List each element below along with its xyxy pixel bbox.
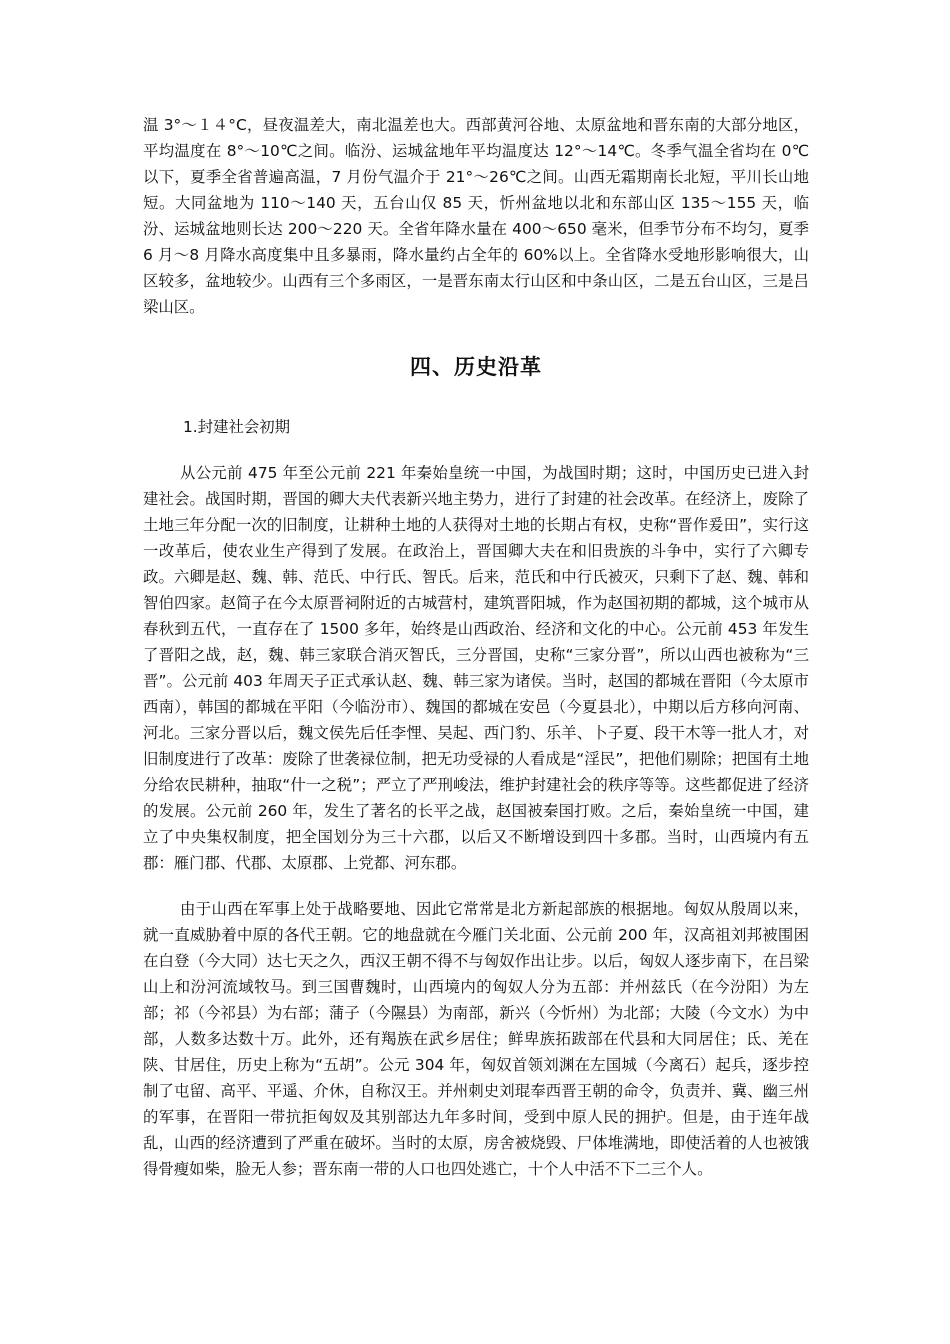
document-page xyxy=(143,112,809,1182)
section-title: 四、历史沿革 xyxy=(410,355,542,379)
feudal-paragraph-2: 由于山西在军事上处于战略要地、因此它常常是北方新起部族的根据地。匈奴从殷周以来，就一直威胁着中原的各代王朝。它的地盘就在今雁门关北面、公元前 200 年，汉高祖刘邦被围困在白登（今大同）达七天之久，西汉王朝不得不与匈奴作出让步。以后，匈奴人逐步南下，在吕梁山上和汾河流域牧马。到三国曹魏时，山西境内的匈奴人分为五部：并州兹氏（在今汾阳）为左部；祁（今祁县）为右部；蒲子（今隰县）为南部，新兴（今忻州）为北部；大陵（今文水）为中部，人数多达数十万。此外，还有羯族在武乡居住；鲜卑族拓跋部在代县和大同居住；氐、羌在陕、甘居住，历史上称为“五胡”。公元 304 年，匈奴首领刘渊在左国城（今离石）起兵，逐步控制了屯留、高平、平遥、介休，自称汉王。并州刺史刘琨奉西晋王朝的命令，负责并、冀、幽三州的军事，在晋阳一带抗拒匈奴及其别部达九年多时间，受到中原人民的拥护。但是，由于连年战乱，山西的经济遭到了严重在破坏。当时的太原，房舍被烧毁、尸体堆满地，即使活着的人也被饿得骨瘦如柴，脸无人参；晋东南一带的人口也四处逃亡，十个人中活不下二三个人。 xyxy=(143,900,809,1178)
feudal-paragraph-1: 从公元前 475 年至公元前 221 年秦始皇统一中国，为战国时期；这时，中国历史已进入封建社会。战国时期，晋国的卿大夫代表新兴地主势力，进行了封建的社会改革。在经济上，废除了土地三年分配一次的旧制度，让耕种土地的人获得对土地的长期占有权，史称“晋作爰田”，实行这一改革后，使农业生产得到了发展。在政治上，晋国卿大夫在和旧贵族的斗争中，实行了六卿专政。六卿是赵、魏、韩、范氏、中行氏、智氏。后来，范氏和中行氏被灭，只剩下了赵、魏、韩和智伯四家。赵简子在今太原晋祠附近的古城营村，建筑晋阳城，作为赵国初期的都城，这个城市从春秋到五代，一直存在了 1500 多年，始终是山西政治、经济和文化的中心。公元前 453 年发生了晋阳之战，赵，魏、韩三家联合消灭智氏，三分晋国，史称“三家分晋”，所以山西也被称为“三晋”。公元前 403 年周天子正式承认赵、魏、韩三家为诸侯。当时，赵国的都城在晋阳（今太原市西南），韩国的都城在平阳（今临汾市）、魏国的都城在安邑（今夏县北），中期以后方移向河南、河北。三家分晋以后，魏文侯先后任李悝、吴起、西门豹、乐羊、卜子夏、段干木等一批人才，对旧制度进行了改革：废除了世袭禄位制，把无功受禄的人看成是“淫民”，把他们剔除；把国有土地分给农民耕种，抽取“什一之税”；严立了严刑峻法，维护封建社会的秩序等等。这些都促进了经济的发展。公元前 260 年，发生了著名的长平之战，赵国被秦国打败。之后，秦始皇统一中国，建立了中央集权制度，把全国划分为三十六郡，以后又不断增设到四十多郡。当时，山西境内有五郡：雁门郡、代郡、太原郡、上党都、河东郡。 xyxy=(143,464,809,872)
section-subtitle: 1.封建社会初期 xyxy=(183,418,291,436)
climate-paragraph: 温 3°～１４°C，昼夜温差大，南北温差也大。西部黄河谷地、太原盆地和晋东南的大部分地区，平均温度在 8°～10℃之间。临汾、运城盆地年平均温度达 12°～14℃。冬季气温全省均在 0℃以下，夏季全省普遍高温，7 月份气温介于 21°～26℃之间。山西无霜期南长北短，平川长山地短。大同盆地为 110～140 天，五台山仅 85 天，忻州盆地以北和东部山区 135～155 天，临汾、运城盆地则长达 200～220 天。全省年降水量在 400～650 毫米，但季节分布不均匀，夏季 6 月～8 月降水高度集中且多暴雨，降水量约占全年的 60%以上。全省降水受地形影响很大，山区较多，盆地较少。山西有三个多雨区，一是晋东南太行山区和中条山区，二是五台山区，三是吕梁山区。 xyxy=(143,116,809,316)
